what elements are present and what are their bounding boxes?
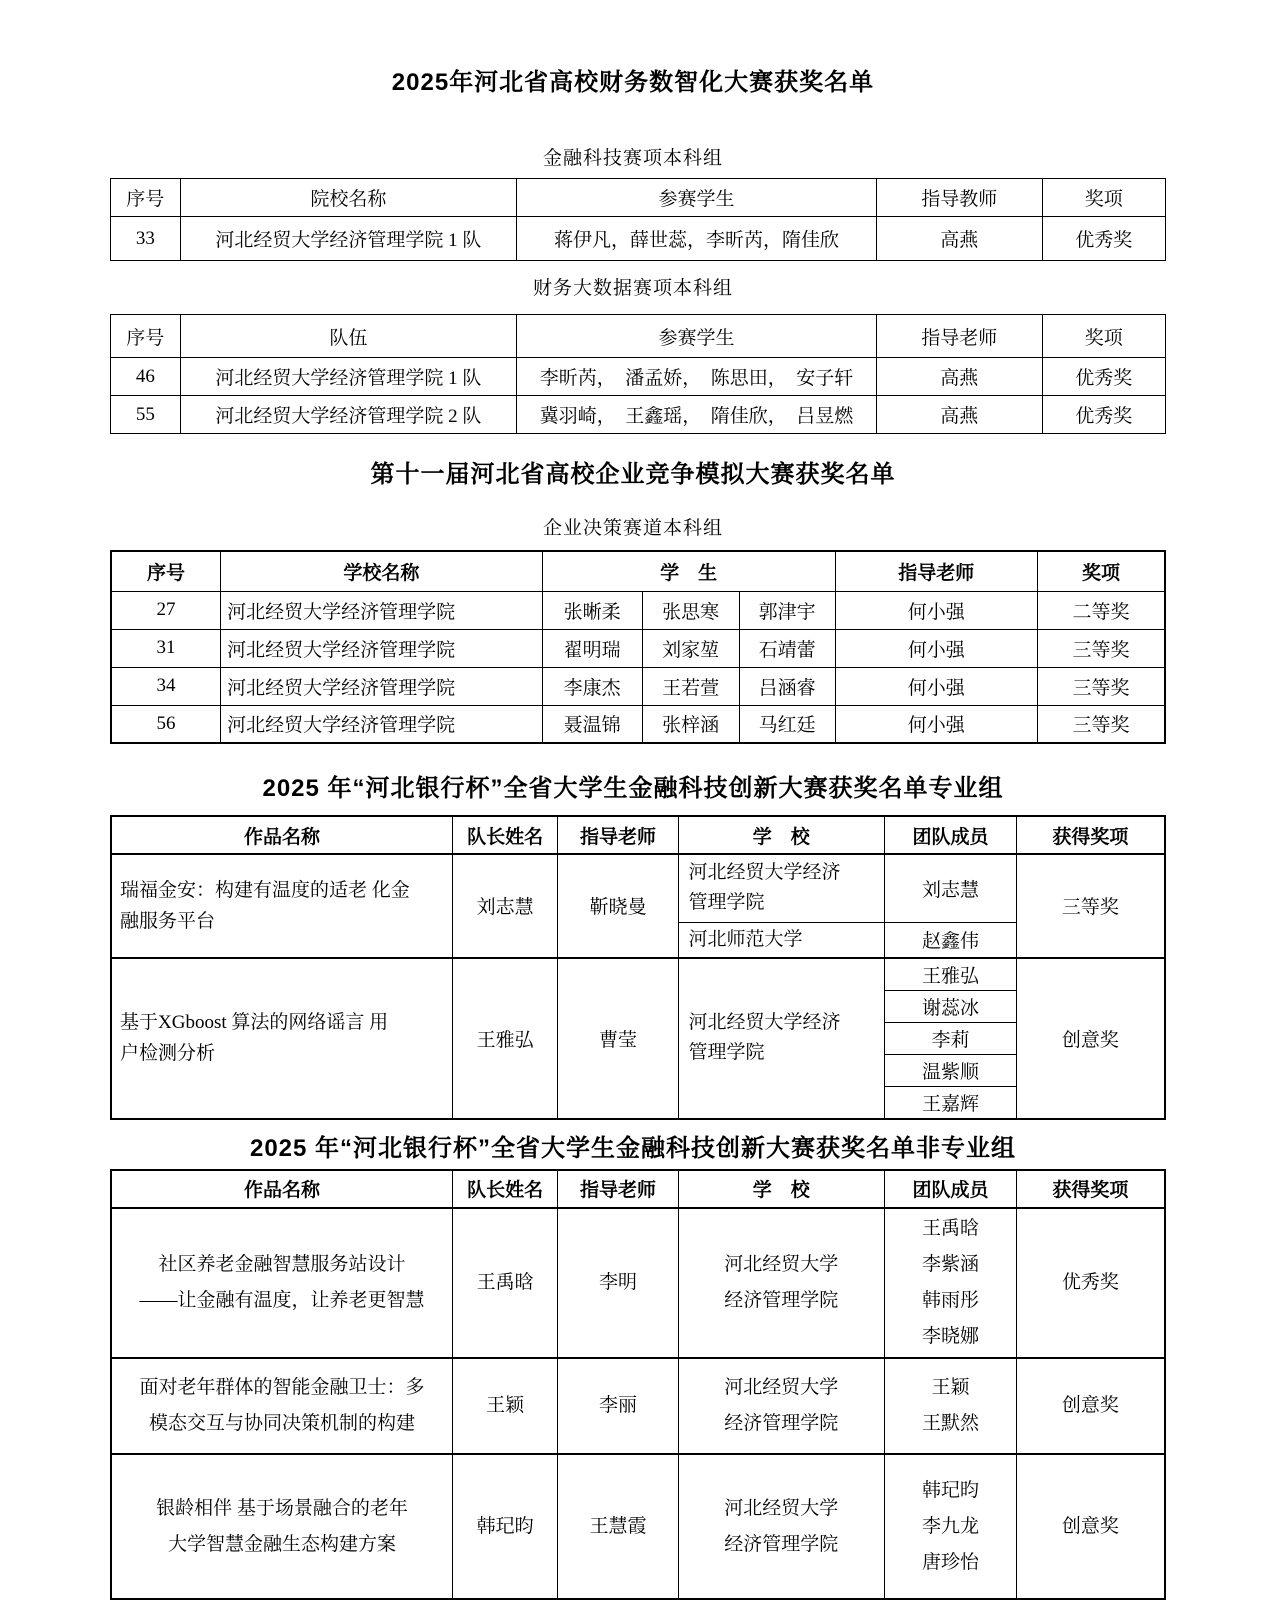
cell-member: 温紫顺 [885,1054,1017,1086]
cell-school-2: 河北师范大学 [678,922,885,958]
col-header-students: 参赛学生 [517,179,877,217]
cell-award: 创意奖 [1016,1454,1165,1599]
cell-work-title [111,1358,452,1454]
member-name: 王默然 [921,1413,979,1435]
member-name: 韩玘昀 [921,1479,979,1501]
work-title-line: 银龄相伴 基于场景融合的老年 [156,1497,408,1519]
cell-school: 河北经贸大学经济管理学院 1 队 [180,217,517,261]
col-header-members: 团队成员 [885,1170,1017,1208]
table-row [111,591,1165,629]
table-header-row [111,1170,1165,1208]
cell-award: 三等奖 [1037,629,1165,667]
table-header-row [111,816,1165,854]
cell-award: 优秀奖 [1042,217,1165,261]
col-header-teacher: 指导老师 [558,1170,678,1208]
table-fintech-undergrad [110,178,1166,261]
work-title-line: 瑞福金安：构建有温度的适老 化金 [120,879,410,901]
cell-school: 河北经贸大学经济管理学院 [221,667,542,705]
cell-member: 王雅弘 [885,958,1017,991]
col-header-school: 学校名称 [221,551,542,591]
table-row-project3 [111,1454,1165,1599]
school-line: 经济管理学院 [724,1533,839,1555]
table-header-row [111,315,1166,358]
col-header-work: 作品名称 [111,1170,452,1208]
work-title-line: 模态交互与协同决策机制的构建 [148,1413,415,1435]
title-bank-cup-nonprofessional-group: 2025 年“河北银行杯”全省大学生金融科技创新大赛获奖名单非专业组 [249,1134,1017,1162]
cell-school [678,1454,885,1599]
table-bank-cup-nonprofessional [110,1169,1166,1600]
cell-teacher: 何小强 [835,667,1037,705]
cell-team: 河北经贸大学经济管理学院 2 队 [180,396,517,434]
cell-student-2: 张思寒 [642,591,739,629]
table-row [111,629,1165,667]
cell-teacher: 高燕 [876,396,1042,434]
title-enterprise-simulation-contest: 第十一届河北省高校企业竞争模拟大赛获奖名单 [370,461,896,488]
col-header-team: 队伍 [180,315,517,358]
col-header-students: 参赛学生 [517,315,877,358]
cell-teacher: 高燕 [876,217,1042,261]
cell-award: 优秀奖 [1042,396,1165,434]
cell-student-1: 聂温锦 [542,705,642,743]
table-row-project1 [111,1208,1165,1358]
title-bank-cup-professional-group: 2025 年“河北银行杯”全省大学生金融科技创新大赛获奖名单专业组 [262,775,1004,802]
member-name: 王颖 [931,1377,970,1399]
cell-leader: 韩玘昀 [452,1454,557,1599]
work-title-line: 社区养老金融智慧服务站设计 [158,1253,406,1275]
table-row [111,358,1166,396]
cell-award: 二等奖 [1037,591,1165,629]
table-header-row [111,551,1165,591]
cell-award: 三等奖 [1016,854,1165,958]
col-header-school: 学 校 [678,816,885,854]
table-row [111,217,1166,261]
cell-students: 蒋伊凡，薛世蕊，李昕芮，隋佳欣 [517,217,877,261]
col-header-leader: 队长姓名 [452,816,557,854]
cell-student-2: 王若萱 [642,667,739,705]
cell-member-1: 刘志慧 [885,854,1017,922]
cell-member: 李莉 [885,1022,1017,1054]
cell-school: 河北经贸大学经济管理学院 [221,705,542,743]
table-row [111,667,1165,705]
title-finance-digitalization-contest: 2025年河北省高校财务数智化大赛获奖名单 [391,69,875,96]
cell-award: 优秀奖 [1016,1208,1165,1358]
col-header-award: 奖项 [1037,551,1165,591]
school-line: 管理学院 [688,1042,765,1064]
table-row [111,705,1165,743]
col-header-students: 学 生 [542,551,835,591]
group-title-bigdata-undergrad: 财务大数据赛项本科组 [532,278,733,299]
col-header-award: 奖项 [1042,179,1165,217]
member-name: 唐珍怡 [921,1551,979,1573]
table-bigdata-undergrad [110,314,1166,434]
col-header-work: 作品名称 [111,816,452,854]
school-line: 经济管理学院 [724,1413,839,1435]
col-header-school: 院校名称 [180,179,517,217]
cell-work-title [111,958,452,1119]
cell-work-title [111,854,452,958]
table-header-row [111,179,1166,217]
cell-student-3: 郭津宇 [739,591,835,629]
table-row-project1 [111,854,1165,922]
cell-student-2: 刘家堃 [642,629,739,667]
col-header-award: 获得奖项 [1016,1170,1165,1208]
school-line: 河北经贸大学 [724,1253,839,1275]
work-title-line: 大学智慧金融生态构建方案 [167,1533,396,1555]
col-header-leader: 队长姓名 [452,1170,557,1208]
cell-members [885,1454,1017,1599]
col-header-teacher: 指导老师 [558,816,678,854]
col-header-members: 团队成员 [885,816,1017,854]
cell-leader: 王颖 [452,1358,557,1454]
work-title-line: 户检测分析 [120,1043,216,1065]
cell-no: 31 [111,629,221,667]
school-line: 河北经贸大学 [724,1497,839,1519]
cell-student-1: 李康杰 [542,667,642,705]
school-line: 管理学院 [688,892,765,914]
work-title-line: 融服务平台 [120,910,216,932]
cell-teacher: 靳晓曼 [558,854,678,958]
col-header-teacher: 指导教师 [876,179,1042,217]
cell-member-2: 赵鑫伟 [885,922,1017,958]
cell-students: 李昕芮， 潘孟娇， 陈思田， 安子轩 [517,358,877,396]
cell-teacher: 何小强 [835,629,1037,667]
cell-school: 河北经贸大学经济管理学院 [221,591,542,629]
cell-teacher: 李丽 [558,1358,678,1454]
cell-teacher: 何小强 [835,705,1037,743]
member-name: 王禹晗 [921,1217,979,1239]
group-title-enterprise-decision-undergrad: 企业决策赛道本科组 [542,518,723,539]
cell-students: 冀羽崎， 王鑫瑶， 隋佳欣， 吕昱燃 [517,396,877,434]
col-header-no: 序号 [111,551,221,591]
cell-school [678,1358,885,1454]
cell-student-2: 张梓涵 [642,705,739,743]
table-enterprise-decision [110,550,1166,744]
cell-no: 46 [111,358,181,396]
cell-no: 27 [111,591,221,629]
col-header-award: 获得奖项 [1016,816,1165,854]
cell-student-1: 张晰柔 [542,591,642,629]
member-name: 李晓娜 [921,1326,979,1348]
school-line: 经济管理学院 [724,1290,839,1312]
col-header-no: 序号 [111,179,181,217]
cell-student-1: 翟明瑞 [542,629,642,667]
cell-teacher: 李明 [558,1208,678,1358]
work-title-line: 基于XGboost 算法的网络谣言 用 [120,1012,389,1034]
cell-award: 三等奖 [1037,705,1165,743]
cell-no: 55 [111,396,181,434]
cell-award: 创意奖 [1016,1358,1165,1454]
cell-leader: 刘志慧 [452,854,557,958]
table-row-project2 [111,958,1165,991]
col-header-teacher: 指导老师 [876,315,1042,358]
cell-teacher: 曹莹 [558,958,678,1119]
group-title-fintech-undergrad: 金融科技赛项本科组 [542,148,723,169]
cell-member: 王嘉辉 [885,1086,1017,1119]
cell-members [885,1208,1017,1358]
cell-teacher: 王慧霞 [558,1454,678,1599]
cell-student-3: 吕涵睿 [739,667,835,705]
cell-award: 优秀奖 [1042,358,1165,396]
cell-teacher: 高燕 [876,358,1042,396]
cell-team: 河北经贸大学经济管理学院 1 队 [180,358,517,396]
table-row-project2 [111,1358,1165,1454]
work-title-line: ——让金融有温度，让养老更智慧 [139,1290,425,1312]
member-name: 李紫涵 [921,1253,979,1275]
cell-no: 56 [111,705,221,743]
col-header-teacher: 指导老师 [835,551,1037,591]
col-header-school: 学 校 [678,1170,885,1208]
school-line: 河北经贸大学经济 [688,861,841,883]
work-title-line: 面对老年群体的智能金融卫士：多 [139,1377,425,1399]
cell-no: 34 [111,667,221,705]
cell-school-1 [678,854,885,922]
cell-member: 谢蕊冰 [885,990,1017,1022]
cell-work-title [111,1454,452,1599]
table-row [111,396,1166,434]
table-bank-cup-professional [110,815,1166,1120]
col-header-no: 序号 [111,315,181,358]
cell-award: 三等奖 [1037,667,1165,705]
cell-school: 河北经贸大学经济管理学院 [221,629,542,667]
school-line: 河北经贸大学 [724,1377,839,1399]
cell-award: 创意奖 [1016,958,1165,1119]
school-line: 河北经贸大学经济 [688,1012,841,1033]
cell-members [885,1358,1017,1454]
cell-no: 33 [111,217,181,261]
cell-student-3: 马红廷 [739,705,835,743]
cell-school [678,1208,885,1358]
member-name: 李九龙 [921,1515,979,1537]
cell-teacher: 何小强 [835,591,1037,629]
cell-student-3: 石靖蕾 [739,629,835,667]
cell-school [678,958,885,1119]
cell-leader: 王雅弘 [452,958,557,1119]
member-name: 韩雨彤 [921,1290,979,1312]
cell-leader: 王禹晗 [452,1208,557,1358]
col-header-award: 奖项 [1042,315,1165,358]
cell-work-title [111,1208,452,1358]
